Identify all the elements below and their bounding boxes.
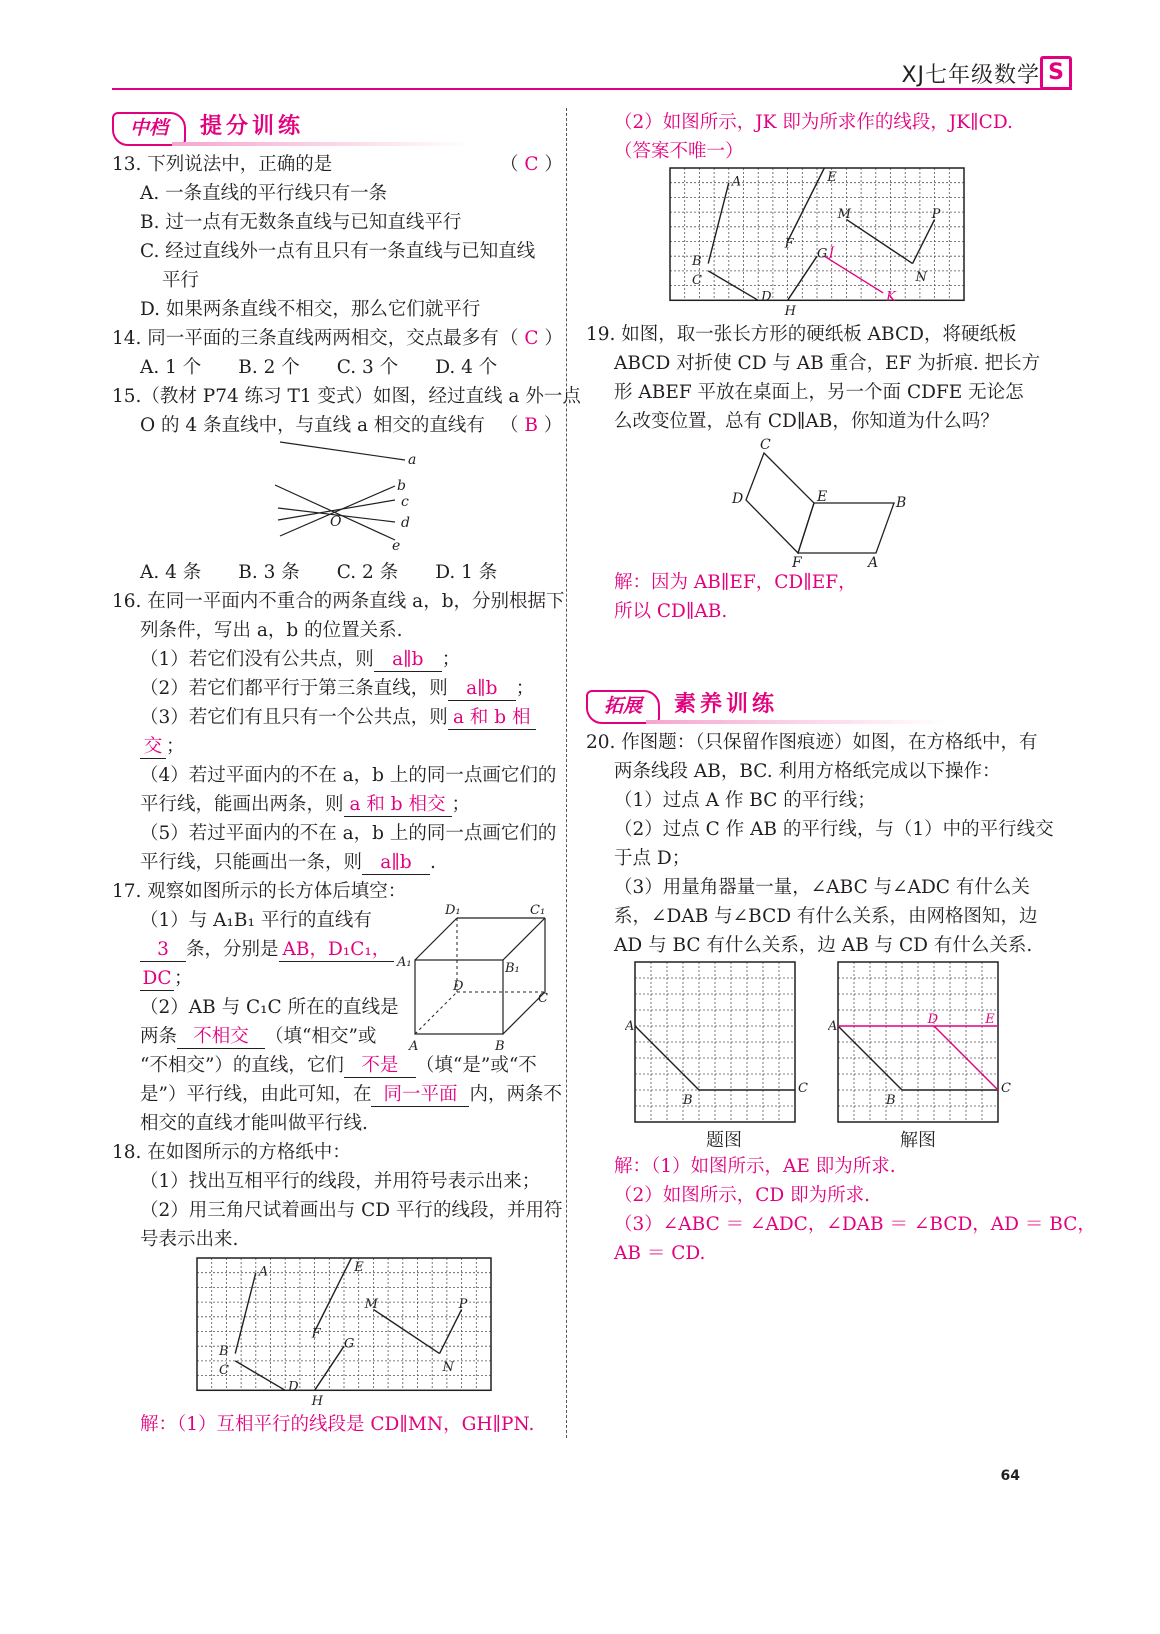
section-title: 素养训练: [674, 692, 779, 717]
q16-part-3: （3）若它们有且只有一个公共点，则 a 和 b 相: [140, 705, 536, 731]
label-a: A: [731, 174, 742, 190]
label-e: E: [354, 1260, 364, 1276]
label-p: P: [458, 1296, 468, 1312]
label-d: d: [401, 515, 410, 531]
q19-figure: [730, 435, 920, 570]
q20-line-8: AD 与 BC 有什么关系，边 AB 与 CD 有什么关系.: [614, 935, 1033, 956]
label-d: D: [453, 979, 464, 994]
q16-part-5-cont: 平行线，只能画出一条，则 a∥b .: [140, 852, 436, 873]
label-h: H: [311, 1394, 324, 1408]
label-e: e: [392, 538, 401, 554]
label-b1: B₁: [505, 961, 520, 976]
q20-solution-3: （3）∠ABC ＝ ∠ADC，∠DAB ＝ ∠BCD，AD ＝ BC，: [614, 1214, 1096, 1235]
q18-solution-2: （2）如图所示，JK 即为所求作的线段，JK∥CD.: [614, 112, 1013, 133]
q13-option-c-cont: 平行: [162, 270, 200, 291]
q18-part-1: （1）找出互相平行的线段，并用符号表示出来；: [140, 1171, 541, 1192]
q13-option-b: B. 过一点有无数条直线与已知直线平行: [140, 212, 462, 233]
q16-blank-4[interactable]: a 和 b 相交: [344, 794, 452, 817]
q16-stem-1: 16. 在同一平面内不重合的两条直线 a，b，分别根据下: [112, 591, 565, 612]
label-h: H: [784, 304, 797, 318]
label-c: C: [219, 1363, 230, 1379]
segment-jk: [824, 256, 883, 293]
q20-line-5: 于点 D；: [614, 848, 691, 869]
q16-part-4-cont: 平行线，能画出两条，则 a 和 b 相交 ；: [140, 794, 471, 815]
q18-part-2: （2）用三角尺试着画出与 CD 平行的线段，并用符: [140, 1200, 563, 1221]
label-k: K: [886, 289, 896, 305]
q16-blank-2[interactable]: a∥b: [448, 678, 516, 701]
label-n: N: [442, 1360, 454, 1376]
q16-part-5: （5）若过平面内的不在 a，b 上的同一点画它们的: [140, 823, 557, 844]
label-m: M: [364, 1296, 378, 1312]
q18-solution-grid-figure: [668, 166, 973, 318]
q20-problem-grid: [625, 960, 810, 1125]
q20-caption-problem: 题图: [706, 1130, 742, 1151]
label-d: D: [927, 1012, 939, 1027]
q20-caption-solution: 解图: [900, 1130, 936, 1151]
q17-cuboid-figure: [395, 898, 555, 1053]
label-a: A: [868, 555, 879, 570]
q15-answer-paren: （ B ）: [500, 415, 563, 436]
q20-solution-2: （2）如图所示，CD 即为所求.: [614, 1185, 871, 1206]
q13-answer: C: [524, 154, 539, 175]
label-a: A: [625, 1019, 635, 1034]
q19-line-1: 19. 如图，取一张长方形的硬纸板 ABCD，将硬纸板: [586, 324, 1017, 345]
q16-part-2: （2）若它们都平行于第三条直线，则 a∥b ；: [140, 678, 535, 699]
q17-stem: 17. 观察如图所示的长方体后填空：: [112, 881, 407, 902]
q19-line-2: ABCD 对折使 CD 与 AB 重合，EF 为折痕. 把长方: [614, 353, 1041, 374]
label-d: D: [732, 491, 744, 507]
label-f: F: [792, 555, 802, 570]
q16-blank-3-cont[interactable]: 交: [140, 736, 166, 759]
label-d: D: [288, 1379, 299, 1395]
segment-ab: [708, 183, 729, 264]
q16-part-3-cont: 交 ；: [140, 734, 185, 760]
label-a: A: [828, 1019, 838, 1034]
label-c: C: [1001, 1081, 1011, 1096]
q15-stem-2: O 的 4 条直线中，与直线 a 相交的直线有: [140, 415, 485, 436]
q17-part-1-c: DC ；: [140, 966, 193, 992]
q20-line-3: （1）过点 A 作 BC 的平行线；: [614, 790, 876, 811]
q16-blank-1[interactable]: a∥b: [374, 649, 442, 672]
label-c: C: [692, 273, 703, 289]
label-f: F: [311, 1326, 321, 1342]
q18-stem: 18. 在如图所示的方格纸中：: [112, 1142, 351, 1163]
q17-blank-3[interactable]: 不是: [344, 1055, 416, 1078]
header-rule: [112, 88, 1072, 90]
q18-grid-figure: [195, 1256, 500, 1408]
page-number: 64: [1000, 1468, 1020, 1484]
q17-blank-last[interactable]: DC: [140, 968, 174, 991]
q13-option-d: D. 如果两条直线不相交，那么它们就平行: [140, 299, 481, 320]
label-b: B: [683, 1093, 693, 1108]
label-o: O: [330, 514, 342, 530]
q16-part-1: （1）若它们没有公共点，则 a∥b ；: [140, 649, 461, 670]
label-e: E: [817, 489, 828, 505]
q15-options: A. 4 条 B. 3 条 C. 2 条 D. 1 条: [140, 562, 498, 583]
label-g: G: [344, 1336, 355, 1352]
label-d: D: [761, 289, 772, 305]
label-e: E: [985, 1012, 995, 1027]
q15-stem-1: 15.（教材 P74 练习 T1 变式）如图，经过直线 a 外一点: [112, 386, 581, 407]
q14-stem: 14. 同一平面的三条直线两两相交，交点最多有: [112, 328, 499, 349]
q18-solution-1: 解：（1）互相平行的线段是 CD∥MN，GH∥PN.: [140, 1414, 535, 1435]
q19-line-3: 形 ABEF 平放在桌面上，另一个面 CDFE 无论怎: [614, 382, 1024, 403]
label-b: B: [886, 1093, 896, 1108]
label-a1: A₁: [397, 955, 412, 970]
label-b: B: [495, 1039, 505, 1053]
q17-part-2-d: 是”）平行线，由此可知，在 同一平面 内，两条不: [140, 1084, 562, 1105]
label-a: a: [408, 452, 417, 468]
label-c: C: [760, 437, 771, 453]
label-b: B: [896, 495, 907, 511]
q20-solution-4: AB ＝ CD.: [614, 1243, 706, 1264]
label-c: C: [538, 991, 548, 1006]
logo-letter: S: [1048, 60, 1064, 85]
segment-ef: [315, 1258, 352, 1332]
section-header-extend: [586, 690, 1006, 724]
q17-part-1: （1）与 A₁B₁ 平行的直线有: [140, 910, 372, 931]
section-badge: 拓展: [586, 690, 660, 724]
q17-part-2: （2）AB 与 C₁C 所在的直线是: [140, 997, 399, 1018]
label-e: E: [827, 170, 837, 186]
q17-blank-2[interactable]: 不相交: [177, 1026, 265, 1049]
q20-line-4: （2）过点 C 作 AB 的平行线，与（1）中的平行线交: [614, 819, 1054, 840]
q13-option-c: C. 经过直线外一点有且只有一条直线与已知直线: [140, 241, 536, 262]
q17-blank-list[interactable]: AB，D₁C₁，: [279, 939, 395, 962]
q16-blank-3[interactable]: a 和 b 相: [448, 707, 536, 730]
q14-answer: C: [524, 328, 539, 349]
label-c: c: [401, 494, 409, 510]
label-c: C: [798, 1081, 808, 1096]
q17-blank-count[interactable]: 3: [140, 939, 186, 962]
section-header-mid: [112, 112, 532, 146]
q13-answer-paren: （ C ）: [500, 154, 563, 175]
q15-figure: [270, 440, 430, 555]
q15-answer: B: [524, 415, 538, 436]
label-a: A: [409, 1039, 419, 1053]
label-b: b: [397, 478, 406, 494]
q13-option-a: A. 一条直线的平行线只有一条: [140, 183, 388, 204]
segment-ef: [788, 168, 825, 242]
line-a: [280, 442, 405, 460]
q19-solution-2: 所以 CD∥AB.: [614, 601, 728, 622]
label-j: J: [828, 245, 834, 261]
q20-line-1: 20. 作图题：（只保留作图痕迹）如图，在方格纸中，有: [586, 732, 1038, 753]
q14-answer-paren: （ C ）: [500, 328, 563, 349]
section-badge: 中档: [112, 112, 186, 146]
logo-icon: [1040, 56, 1072, 90]
label-d1: D₁: [445, 903, 461, 918]
label-b: B: [692, 254, 702, 270]
label-a: A: [258, 1264, 269, 1280]
label-b: B: [219, 1344, 229, 1360]
q17-blank-4[interactable]: 同一平面: [371, 1084, 469, 1107]
q17-part-2-e: 相交的直线才能叫做平行线.: [140, 1113, 368, 1134]
q19-solution-1: 解：因为 AB∥EF，CD∥EF，: [614, 572, 857, 593]
q17-part-2-c: “不相交”）的直线，它们 不是 （填“是”或“不: [140, 1055, 537, 1076]
q13-stem: 13. 下列说法中，正确的是: [112, 154, 333, 175]
q17-part-2-b: 两条 不相交 （填“相交”或: [140, 1026, 377, 1047]
label-n: N: [915, 270, 927, 286]
q16-blank-5[interactable]: a∥b: [362, 852, 430, 875]
q16-stem-2: 列条件，写出 a，b 的位置关系.: [140, 620, 403, 641]
label-f: F: [784, 236, 794, 252]
label-c1: C₁: [530, 903, 546, 918]
q17-part-1-b: 3 条，分别是 AB，D₁C₁，: [140, 937, 394, 963]
q20-solution-1: 解：（1）如图所示，AE 即为所求.: [614, 1156, 896, 1177]
q20-line-6: （3）用量角器量一量，∠ABC 与∠ADC 有什么关: [614, 877, 1030, 898]
q20-line-7: 系，∠DAB 与∠BCD 有什么关系，由网格图知，边: [614, 906, 1038, 927]
label-m: M: [837, 206, 851, 222]
section-title: 提分训练: [200, 114, 305, 139]
q14-options: A. 1 个 B. 2 个 C. 3 个 D. 4 个: [140, 357, 498, 378]
q20-solution-grid: [828, 960, 1013, 1125]
q16-part-4: （4）若过平面内的不在 a，b 上的同一点画它们的: [140, 765, 557, 786]
label-g: G: [817, 246, 828, 262]
segment-ab: [235, 1273, 256, 1354]
label-p: P: [931, 206, 941, 222]
q20-line-2: 两条线段 AB，BC. 利用方格纸完成以下操作：: [614, 761, 1001, 782]
column-divider: [566, 108, 567, 1438]
q18-solution-2-note: （答案不唯一）: [614, 141, 744, 162]
header-title: XJ七年级数学: [901, 63, 1040, 88]
q18-part-2-cont: 号表示出来.: [140, 1229, 239, 1250]
q19-line-4: 么改变位置，总有 CD∥AB，你知道为什么吗？: [614, 411, 999, 432]
